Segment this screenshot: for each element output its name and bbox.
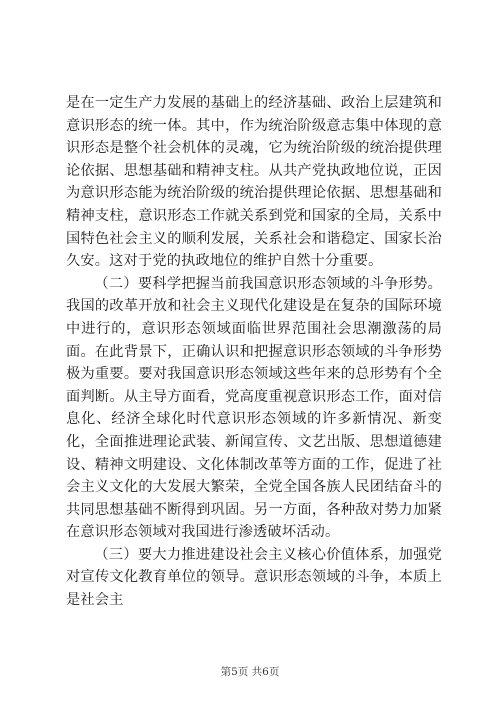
paragraph-3: （三）要大力推进建设社会主义核心价值体系，加强党对宣传文化教育单位的领导。意识形态领域的斗争，本质上是社会主	[66, 546, 442, 609]
paragraph-1: 是在一定生产力发展的基础上的经济基础、政治上层建筑和意识形态的统一体。其中，作为统治阶级意志集中体现的意识形态是整个社会机体的灵魂，它为统治阶级的统治提供理论依据、思想基础和精神支柱。从共产党执政地位说，正因为意识形态能为统治阶级的统治提供理论依据、思想基础和精神支柱，意识形态工作就关系到党和国家的全局，关系中国特色社会主义的顺利发展，关系社会和谐稳定、国家长治久安。这对于党的执政地位的维护自然十分重要。	[66, 95, 442, 270]
paragraph-2: （二）要科学把握当前我国意识形态领域的斗争形势。我国的改革开放和社会主义现代化建设是在复杂的国际环境中进行的，意识形态领域面临世界范围社会思潮激荡的局面。在此背景下，正确认识和把握意识形态领域的斗争形势极为重要。要对我国意识形态领域这些年来的总形势有个全面判断。从主导方面看，党高度重视意识形态工作，面对信息化、经济全球化时代意识形态领域的许多新情况、新变化，全面推进理论武装、新闻宣传、文艺出版、思想道德建设、精神文明建设、文化体制改革等方面的工作，促进了社会主义文化的大发展大繁荣，全党全国各族人民团结奋斗的共同思想基础不断得到巩固。另一方面，各种敌对势力加紧在意识形态领域对我国进行渗透破坏活动。	[66, 275, 442, 541]
page-footer: 第5页 共6页	[220, 666, 280, 678]
document-body	[66, 92, 442, 612]
